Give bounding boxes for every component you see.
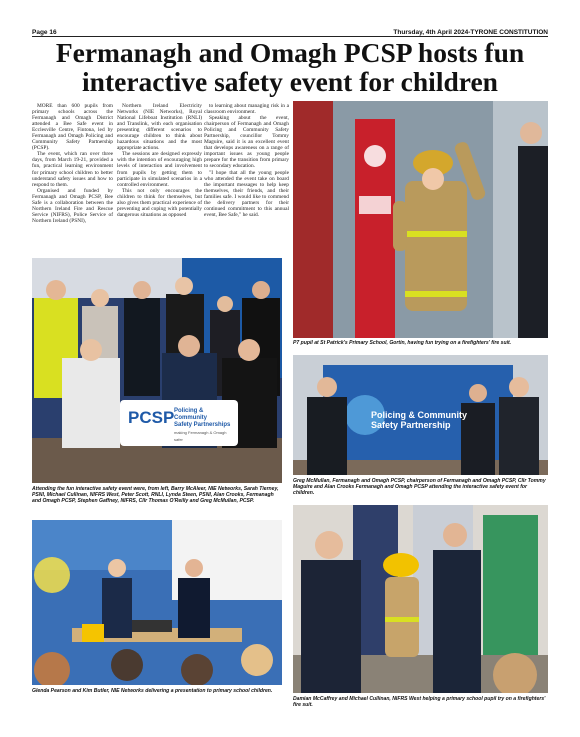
banner-line-1: Policing & Community [371,410,468,420]
caption-banner-group: Greg McMullan, Fermanagh and Omagh PCSP, chairperson of Fermanagh and Omagh PCSP, Cllr Tommy Maguire and Alan Crooks Fermanagh and Omagh PCSP attending the interactive safety event for children. [293,478,546,496]
paragraph: Northern Ireland Electricity Networks (NIE Networks), Royal National Lifeboat Institution (RNLI) and Translink, with each organisation presenting different scenarios to encourage children to think about hazardous situations and the most appropriate actions. [117,103,202,152]
banner-text [371,410,467,430]
paragraph: Organised and funded by Fermanagh and Omagh PCSP, Bee Safe is a collaboration between the Northern Ireland Fire and Rescue Service (NIFRS), Police Service of Northern Ireland (PSNI), [32,187,113,224]
paragraph: The sessions are designed expressly with the intention of encouraging high levels of interaction and involvement from pupils by getting them to participate in simulated scenarios in a controlled environment. [117,151,202,188]
caption-classroom: Glenda Pearson and Kim Butler, NIE Networks delivering a presentation to primary school children. [32,688,273,694]
pcsp-board-text [174,408,236,443]
article-column-2 [117,103,202,218]
pcsp-line-2: Safety Partnerships [174,422,231,428]
paragraph: MORE than 600 pupils from primary schools across the Fermanagh and Omagh District attended a Bee Safe event in Ecclesville Centre, Fintona, led by Fermanagh and Omagh Policing and Community Safety Partnership (PCSP). [32,103,113,152]
caption-group: Attending the fun interactive safety event were, from left, Barry McAleer, NIE Networks, Sarah Tierney, PSNI, Michael Cullinan, NIFRS West, Peter Scott, RNLI, Lynda Steen, PSNI, Alan Crooks, Fermanagh and Omagh PCSP, Stephen Gaffney, NIFRS, Cllr Thomas O'Reilly and Greg McMullan, PCSP. [32,486,279,504]
pcsp-line-1: Policing & Community [174,408,207,421]
paragraph: This not only encourages the children to think for themselves, but also gives them practical experience of preventing and coping with potentially dangerous situations as opposed [117,187,202,218]
photo-helmet-kid-illustration [293,505,548,693]
photo-helmet-kid [293,505,548,693]
headline-line-1: Fermanagh and Omagh PCSP hosts fun [55,37,525,68]
photo-group [32,258,282,483]
photo-firefighter-kid-illustration [293,101,548,338]
pcsp-logo-text: PCSP [128,408,175,427]
pcsp-tagline: making Fermanagh & Omagh safer [174,430,227,442]
caption-helmet-kid: Damian McCaffrey and Michael Cullinan, NIFRS West helping a primary school pupil try on a firefighters' fire suit. [293,696,546,708]
paragraph: Speaking about the event, chairperson of Fermanagh and Omagh Policing and Community Safety Partnership, councillor Tommy Maguire, said it is an excellent event that develops awareness on a range of important issues as young people prepare for the transition from primary to secondary education. [204,115,289,170]
banner-line-2: Safety Partnership [371,420,451,430]
article-column-3 [204,103,289,218]
photo-group-illustration [32,258,282,483]
headline-line-2: interactive safety event for children [82,66,498,97]
photo-firefighter-kid [293,101,548,338]
photo-classroom [32,520,282,685]
paragraph: to learning about managing risk in a classroom environment. [204,103,289,116]
headline [32,38,548,96]
paragraph: The event, which ran over three days, from March 19-21, provided a fun, practical learning environment for primary school children to better understand safety issues and how to respond to them. [32,151,113,188]
paragraph: "I hope that all the young people who attended the event take on board the important messages to help keep themselves, their friends, and their families safe. I would like to commend the delivery partners for their continued commitment to this annual event, Bee Safe," he said. [204,169,289,218]
caption-firefighter-kid: P7 pupil at St Patrick's Primary School, Gortin, having fun trying on a firefighters' fire suit. [293,340,512,346]
page-number: Page 16 [32,28,57,36]
dateline: Thursday, 4th April 2024-TYRONE CONSTITUTION [393,28,548,36]
photo-classroom-illustration [32,520,282,685]
photo-banner-group [293,355,548,475]
article-column-1 [32,103,113,224]
